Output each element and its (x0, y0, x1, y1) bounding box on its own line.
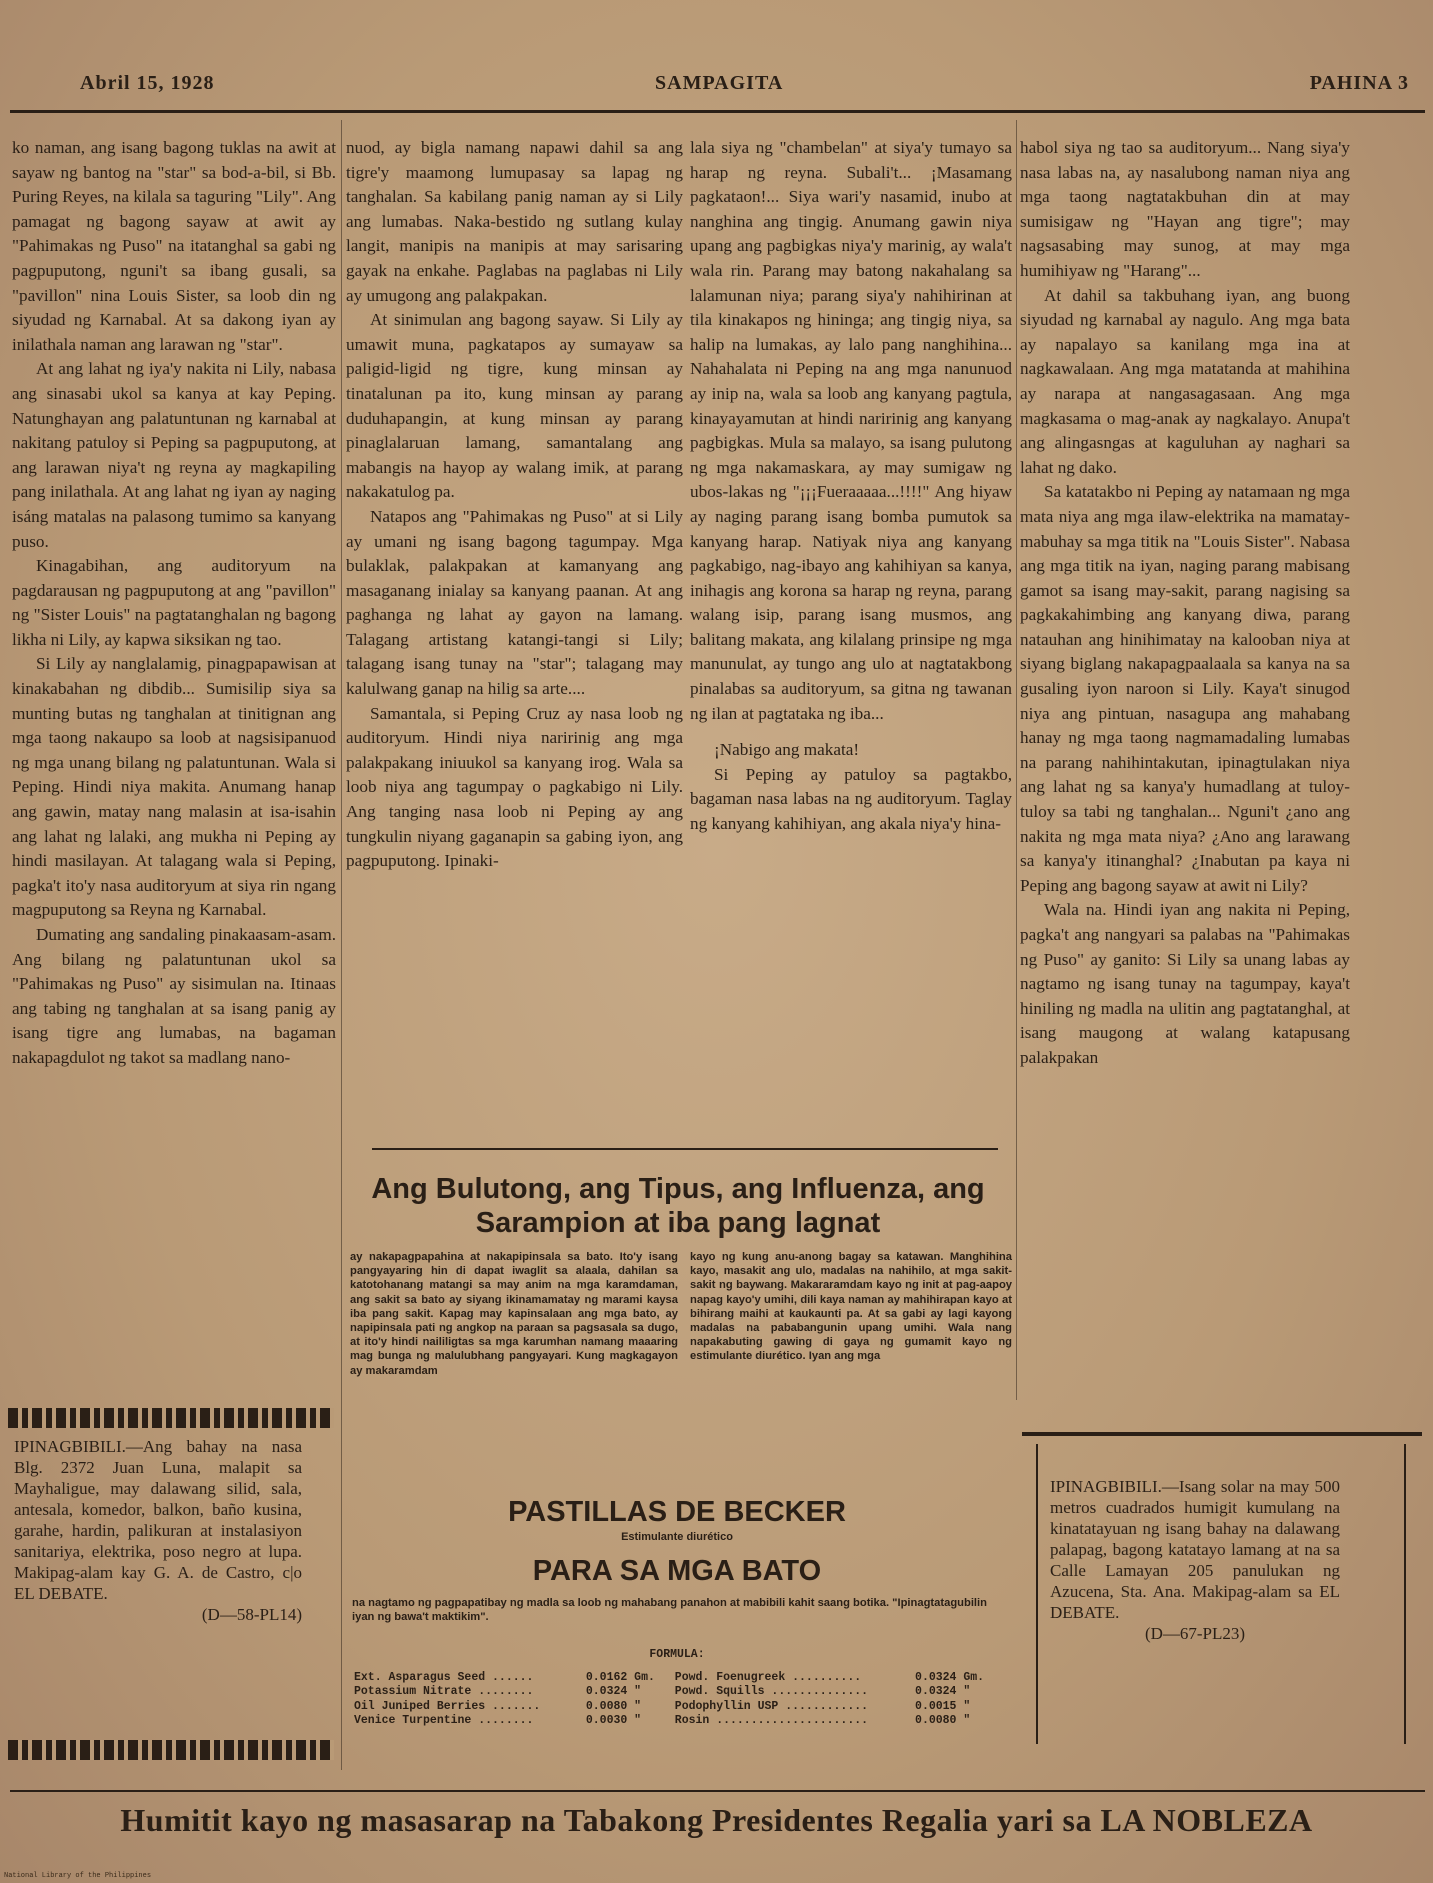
article-headline: Ang Bulutong, ang Tipus, ang Influenza, ang Sarampion at iba pang lagnat (371, 1173, 985, 1239)
classified-ad-right (1050, 1476, 1340, 1644)
paragraph: ¡Nabigo ang makata! (714, 740, 860, 760)
article-rule (372, 1148, 998, 1150)
formula-table (352, 1648, 1002, 1729)
dose: 0.0324 " (585, 1685, 642, 1698)
article-text-left: ay nakapagpapahina at nakapipinsala sa bato. Ito'y isang pangyayaring hin di dapat iwaglit sa alaala, dahilan sa katotohanang matangi sa may anim na mga karamdaman, ang sakit sa bato ay siyang ikinamamatay ng marami kaysa iba pang sakit. Kapag may kapinsalaan ang mga bato, ay napipinsala pati ng angkop na paraan sa pagsasala sa dugo, at ito'y hindi naililigtas sa mga karumhan namang maaaring mag bunga ng malulubhang pangyayari. Kung magkagayon ay makaramdam (350, 1251, 678, 1377)
paragraph: At dahil sa takbuhang iyan, ang buong siyudad ng karnabal ay nagulo. Ang mga bata ay napalayo sa kanilang mga ina at nagkawalaan. Ang mga matatanda at mahihina ay narapa at nangasagasaan. Ang mga magkasama o mag-anak ay nagkalayo. Anupa't ang alingasngas at kaguluhan ay naghari sa lahat ng dako. (1020, 285, 1350, 477)
ad-rule (1022, 1432, 1422, 1436)
column-2 (346, 136, 683, 874)
pastillas-description: na nagtamo ng pagpapatibay ng madla sa loob ng mahabang panahon at mabibili kahit saang botika. "Ipinagtatagubilin iyan ng bawa't maktikim". (352, 1597, 987, 1624)
dose: 0.0080 " (915, 1714, 971, 1727)
pastillas-title: PASTILLAS DE BECKER (508, 1496, 846, 1528)
paragraph: Samantala, si Peping Cruz ay nasa loob ng auditoryum. Hindi niya naririnig ang mga palakpakang iniuukol sa kanyang irog. Wala sa loob niya ang tagumpay o pagkabigo ni Lily. Ang tanging nasa loob ni Peping ay ang tungkulin niyang gaganapin sa gabing iyon, ang pagpuputong. Ipinaki- (346, 703, 683, 871)
footer-rule (10, 1790, 1425, 1792)
header-rule (10, 110, 1425, 113)
paragraph: Dumating ang sandaling pinakaasam-asam. Ang bilang ng palatuntunan ukol sa "Pahimakas ng Puso" ay sisimulan na. Itinaas ang tabing ng tanghalan at sa isang panig ay isang tigre ang lumabas, na bagaman nakapagdulot ng takot sa madlang nano- (12, 925, 336, 1067)
ingredient: Podophyllin USP ............ (674, 1699, 869, 1713)
ad-box-right (1404, 1444, 1406, 1744)
ornament-border (8, 1408, 334, 1428)
page-number: PAHINA 3 (1309, 72, 1409, 94)
paragraph: At sinimulan ang bagong sayaw. Si Lily ay umawit muna, pagkatapos ay sumayaw sa paligid-ligid ng tigre, kung minsan ay tinatalunan pa ito, kung minsan ay parang duduhapangin, at kung minsan ay parang pinaglalaruan lamang, samantalang ang mabangis na hayop ay walang imik, at parang nakakatulog pa. (346, 310, 683, 502)
column-divider (341, 120, 342, 1770)
pastillas-subtitle: Estimulante diurético (621, 1531, 733, 1543)
dose: 0.0030 " (585, 1714, 642, 1727)
ornament-border (8, 1740, 334, 1760)
dose: 0.0162 Gm. (585, 1670, 655, 1684)
footer-advert: Humitit kayo ng masasarap na Tabakong Presidentes Regalia yari sa LA NOBLEZA (120, 1802, 1313, 1838)
paragraph: habol siya ng tao sa auditoryum... Nang siya'y nasa labas na, ay nasalubong naman niya ang mga taong nagtatakbuhan din at may sumisigaw ng "Hayan ang tigre"; may nagsasabing may sunog, at may mga humihiyaw ng "Harang"... (1020, 138, 1350, 280)
pastillas-title-2: PARA SA MGA BATO (532, 1555, 822, 1587)
masthead: SAMPAGITA (655, 72, 784, 94)
ad-box-left (1036, 1444, 1038, 1744)
ingredient: Rosin ...................... (674, 1714, 869, 1727)
column-1 (12, 136, 336, 1071)
table-row (352, 1671, 1002, 1686)
paragraph: nuod, ay bigla namang napawi dahil sa ang tigre'y maamong lumupasay sa lapag ng tanghalan. Sa kabilang panig naman ay si Lily ang lumabas. Naka-bestido ng sutlang kulay langit, manipis na manipis at may sarisaring gayak na enkahe. Paglabas na paglabas ni Lily ay umugong ang palakpakan. (346, 138, 683, 305)
archive-credit: National Library of the Philippines (4, 1872, 152, 1880)
ingredient: Powd. Squills .............. (674, 1685, 869, 1698)
column-3 (690, 136, 1012, 837)
paragraph: Si Lily ay nanglalamig, pinagpapawisan at kinakabahan ng dibdib... Sumisilip siya sa munting butas ng tanghalan at tinitignan ang mga taong nakaupo sa loob at nagsisipanuod ng mga unang bilang ng palatuntunan. Wala si Peping. Hindi niya makita. Anumang hanap ang gawin, matay nang malasin at isa-isahin ang lahat ng lalaki, ang mukha ni Peping ay hindi masilayan. At talagang wala si Peping, pagka't ito'y nasa auditoryum at siya rin ngang magpuputong sa Reyna ng Karnabal. (12, 654, 336, 920)
formula-label: FORMULA: (649, 1648, 705, 1661)
classified-ad-left (14, 1436, 302, 1625)
pastillas-ad (352, 1496, 1002, 1624)
formula-grid (352, 1671, 1002, 1729)
paragraph: Kinagabihan, ang auditoryum na pagdarausan ng pagpuputong at ang "pavillon" ng "Sister Louis" na pagtatanghalan ng bagong likha ni Lily, ay kapwa siksikan ng tao. (12, 556, 336, 649)
dose: 0.0324 " (915, 1685, 971, 1698)
ingredient: Powd. Foenugreek .......... (674, 1670, 862, 1684)
ad-text: IPINAGBIBILI.—Ang bahay na nasa Blg. 2372 Juan Luna, malapit sa Mayhaligue, may dalawang silid, sala, antesala, komedor, balkon, baño kusina, garahe, hardin, palikuran at instalasiyon sanitariya, elektrika, poso negro at lupa. Makipag-alam kay G. A. de Castro, c|o EL DEBATE. (14, 1437, 302, 1603)
paragraph: Si Peping ay patuloy sa pagtakbo, bagaman nasa labas na ng auditoryum. Taglay ng kanyang kahihiyan, ang akala niya'y hina- (690, 764, 1012, 834)
paragraph: Natapos ang "Pahimakas ng Puso" at si Lily ay umani ng isang bagong tagumpay. Mga bulaklak, palakpakan at kamanyang ang masaganang inialay sa kanyang paanan. At ang paghanga ng lahat ay gayon na lamang. Talagang artistang katangi-tangi si Lily; talagang isang tunay na "star"; talagang may kalulwang ganap na hilig sa arte.... (346, 506, 683, 699)
ad-code: (D—58-PL14) (201, 1605, 302, 1624)
ingredient: Venice Turpentine ........ (354, 1714, 534, 1727)
table-row (352, 1700, 1002, 1715)
column-divider (1016, 120, 1017, 1400)
paragraph: lala siya ng "chambelan" at siya'y tumayo sa harap ng reyna. Subali't... ¡Masamang pagkataon!... Siya wari'y nasamid, inubo at nanghina ang tingig. Anumang gawin niya upang ang pagbigkas niya'y marinig, ay wala't wala rin. Parang may batong nakahalang sa lalamunan niya; parang siya'y nahihirinan at tila kinakapos ng hininga; ang tingig niya, sa halip na lumakas, ay lalo pang nanghihina... Nahahalata ni Peping na ang mga nanunuod ay inip na, wala sa loob ang kanyang pagtula, kinayayamutan at hindi naririnig ang kanyang pagbigkas. Mula sa malayo, sa isang pulutong ng mga nakamaskara, ay may sumigaw ng ubos-lakas ng "¡¡¡Fueraaaaa...!!!!" Ang hiyaw ay naging parang isang bomba pumutok sa kanyang harap. Natiyak niya ang kanyang pagkabigo, nag-ibayo ang kahihiyan sa kanya, inihagis ang korona sa harap ng reyna, parang walang isip, parang isang musmos, ang balitang makata, ang kilalang prinsipe ng mga manunulat, ay tungo ang ulo at nagtatakbong pinalabas sa auditoryum, sa gitna ng tawanan ng ilan at pagtataka ng iba... (690, 138, 1012, 723)
paragraph: Sa katatakbo ni Peping ay natamaan ng mga mata niya ang mga ilaw-elektrika na mamatay-mabuhay sa mga titik na "Louis Sister". Nabasa ang mga titik na iyan, naging parang mabisang gamot sa isang may-sakit, parang nagising sa pagkakahimbing ang kanyang diwa, parang natauhan ang hinihimatay na kalooban niya at siyang biglang nakapagpaalaala sa kanya na sa gusaling iyon naroon si Lily. Kaya't sinugod niya ang pintuan, nasagupa ang mahabang hanay ng mga taong nagmamadaling lumabas na parang nahihintakutan, ipinagtulakan niya ang lahat ng sa kanya'y humadlang at tuloy-tuloy sa tabi ng tanghalan... Nguni't ¿ano ang nakita ng mga mata niya? ¿Ano ang larawang sa kanya'y itinanghal? ¿Inabutan pa kaya ni Peping ang bagong sayaw at awit ni Lily? (1020, 482, 1350, 895)
ad-code: (D—67-PL23) (1144, 1624, 1246, 1643)
paragraph: ko naman, ang isang bagong tuklas na awit at sayaw ng bantog na "star" sa bod-a-bil, si Bb. Puring Reyes, na kilala sa taguring "Lily". Ang pamagat ng bagong sayaw at awit ay "Pahimakas ng Puso" na itatanghal sa gabi ng pagpuputong, nguni't sa ibang gusali, sa "pavillon" nina Louis Sister, sa loob din ng siyudad ng Karnabal. At sa dakong iyan ay inilathala naman ang larawan ng "star". (12, 138, 336, 354)
ingredient: Oil Juniped Berries ....... (354, 1699, 541, 1713)
dose: 0.0080 " (585, 1699, 642, 1713)
page-header (0, 72, 1433, 102)
dose: 0.0015 " (915, 1699, 971, 1713)
ingredient: Potassium Nitrate ........ (354, 1685, 534, 1698)
paragraph: Wala na. Hindi iyan ang nakita ni Peping, pagka't ang nangyari sa palabas na "Pahimakas ng Puso" ay ganito: Si Lily sa unang labas ay nagtamo ng isang tunay na tagumpay, kaya't hiniling ng madla na ulitin ang pagtatanghal, at isang maugong at walang katapusang palakpakan (1020, 900, 1350, 1067)
issue-date: Abril 15, 1928 (80, 72, 215, 94)
column-4 (1020, 136, 1350, 1071)
ad-text: IPINAGBIBILI.—Isang solar na may 500 metros cuadrados humigit kumulang na kinatatayuan ng isang bahay na dalawang palapag, bagong katatayo lamang at na sa Calle Lamayan 205 panulukan ng Azucena, Sta. Ana. Makipag-alam sa EL DEBATE. (1050, 1477, 1340, 1622)
article-text-right: kayo ng kung anu-anong bagay sa katawan. Manghihina kayo, masakit ang ulo, madalas na nahihilo, at mga sakit-sakit ng baywang. Makararamdam kayo ng init at pag-aapoy napag kayo'y umihi, dili kaya naman ay mahihirapan kayo at bihirang maihi at kaukaunti pa. At sa gabi ay lagi kayong madalas na pababangunin upang umihi. Wala nang napakabuting gawing di gaya ng gumamit kayo ng estimulante diurético. Iyan ang mga (690, 1251, 1012, 1363)
ingredient: Ext. Asparagus Seed ...... (354, 1670, 534, 1684)
table-row (352, 1714, 1002, 1729)
dose: 0.0324 Gm. (915, 1670, 985, 1684)
paragraph: At ang lahat ng iya'y nakita ni Lily, nabasa ang sinasabi ukol sa kanya at kay Peping. Natunghayan ang palatuntunan ng karnabal at nakitang patuloy si Peping sa pagpuputong, at ang larawan niya't ng reyna ay magkapiling pang inilathala. At ang lahat ng iyan ay naging isáng matalas na palasong tumimo sa kanyang puso. (12, 359, 336, 551)
table-row (352, 1685, 1002, 1700)
